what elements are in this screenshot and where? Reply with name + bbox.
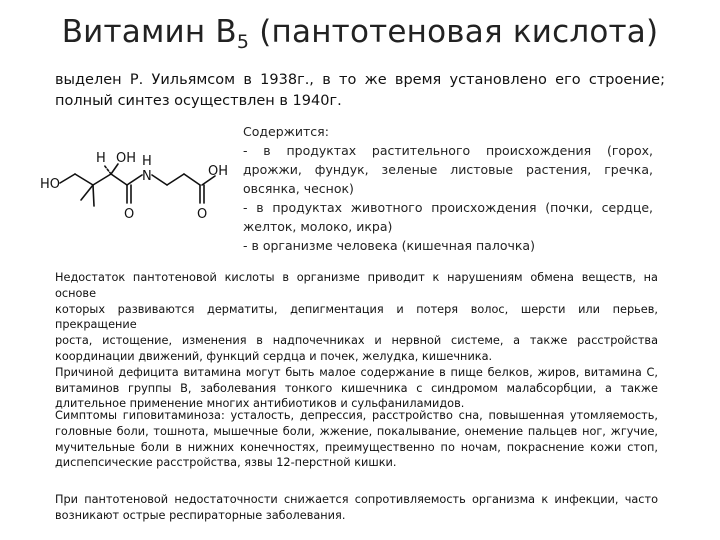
bond [104,165,111,174]
sources-line: - в продуктах животного происхождения (почки, сердце, [243,200,653,215]
title-subscript: 5 [236,31,250,53]
paragraph-line: возникают острые респираторные заболевания. [55,508,346,522]
paragraph-line: диспепсические расстройства, язвы 12-перстной кишки. [55,456,397,470]
paragraph-line: длительное применение многих антибиотиков и сульфаниламидов. [55,397,465,411]
bond [167,174,184,185]
paragraph-line: головные боли, тошнота, мышечные боли, жжение, покалывание, онемение пальцев ног, жгучие, [55,424,658,438]
sources-list [243,122,653,255]
intro-line: полный синтез осуществлен в 1940г. [55,93,342,109]
atom-label: OH [208,164,229,179]
paragraph-line: витаминов группы В, заболевания тонкого кишечника с синдромом малабсорбции, а также [55,381,658,395]
paragraph-line: Симптомы гиповитаминоза: усталость, депрессия, расстройство сна, повышенная утомляемость, [55,409,658,422]
intro-text [55,70,665,112]
infection-paragraph [55,492,658,524]
symptoms-paragraph [55,408,658,471]
atom-label: O [197,207,208,222]
paragraph-line: координации движений, функций сердца и почек, желудка, кишечника. [55,349,493,363]
atom-label: HO [40,177,61,192]
paragraph-line: роста, истощение, изменения в надпочечниках и нервной системе, а также расстройства [55,334,658,348]
sources-line: - в продуктах растительного происхождения (горох, [243,143,653,158]
title-rest: (пантотеновая кислота) [249,14,659,50]
sources-heading: Содержится: [243,124,329,139]
bond [93,174,111,185]
paragraph-line: которых развиваются дерматиты, депигментация и потеря волос, шерсти или перьев, прекращение [55,302,658,332]
sources-line: желток, молоко, икра) [243,219,393,234]
title-main: Витамин B [61,14,237,50]
bond [184,174,200,185]
bond [93,185,94,206]
sources-line: овсянка, чеснок) [243,181,354,196]
paragraph-line: Недостаток пантотеновой кислоты в организме приводит к нарушениям обмена веществ, на основе [55,271,658,300]
intro-line: выделен Р. Уильямсом в 1938г., в то же время установлено его строение; [55,72,665,88]
atom-label: OH [116,151,137,166]
paragraph-line: Причиной дефицита витамина могут быть малое содержание в пище белков, жиров, витамина С, [55,365,658,379]
bond [81,185,93,200]
bond [127,175,142,185]
atom-label: N [142,169,152,184]
paragraph-line: При пантотеновой недостаточности снижается сопротивляемость организма к инфекции, часто [55,493,658,506]
bond [111,174,127,185]
atom-label: H [142,154,152,169]
paragraph-line: мучительные боли в нижних конечностях, преимущественно по ночам, покраснение кожи стоп, [55,440,658,454]
sources-line: - в организме человека (кишечная палочка) [243,238,535,253]
atom-label: H [96,151,106,166]
page-title [0,14,720,53]
deficiency-paragraph [55,270,658,412]
bond [75,174,93,185]
bond [60,174,75,183]
sources-line: дрожжи, фундук, зеленые листовые растения, гречка, [243,162,653,177]
atom-label: O [124,207,135,222]
pantothenic-acid-structure [38,140,233,230]
bond [152,175,167,185]
